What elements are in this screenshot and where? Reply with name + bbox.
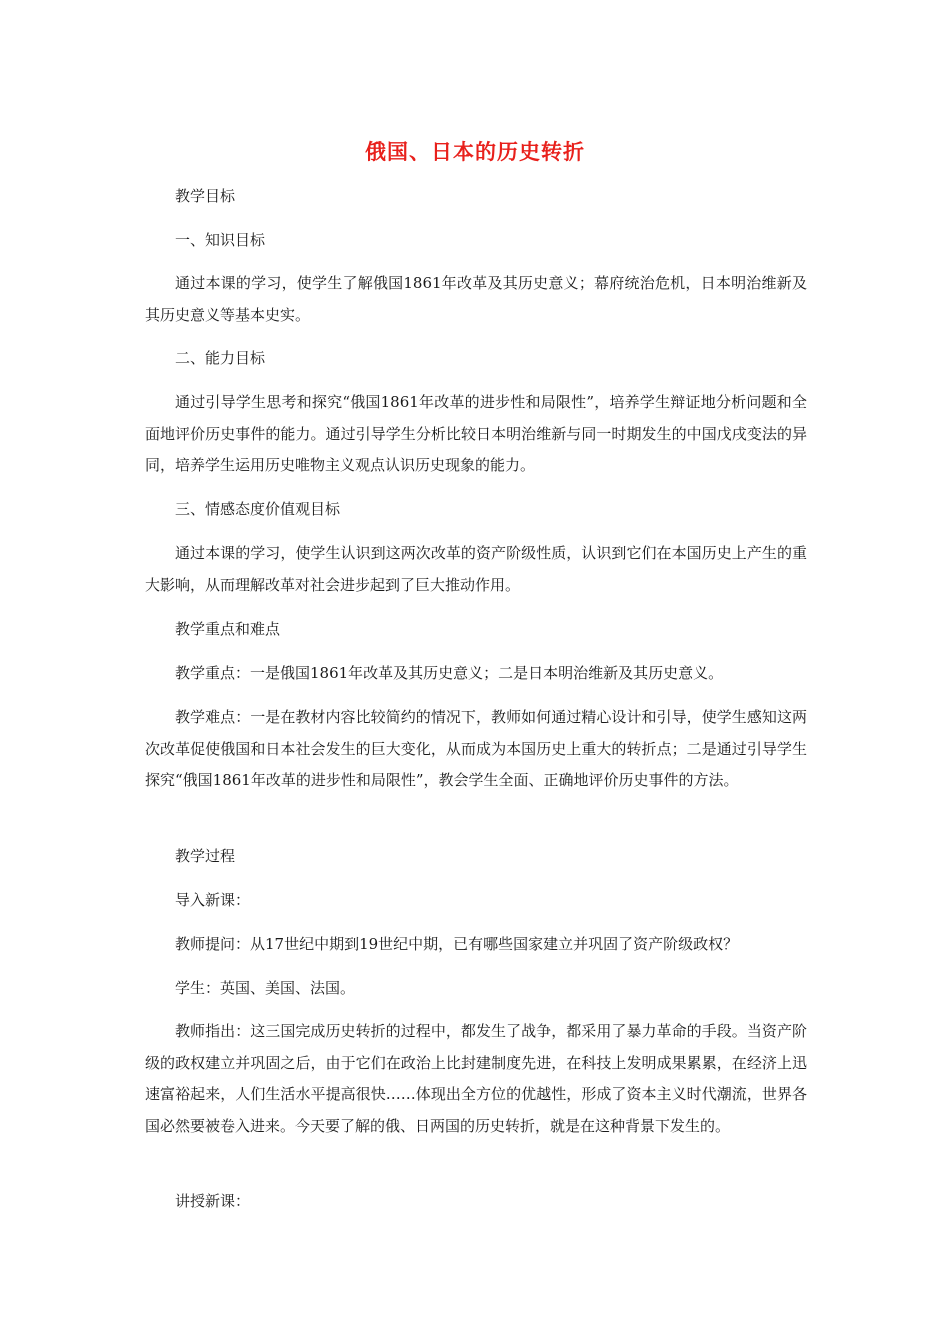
- heading-teach-new-lesson: 讲授新课：: [175, 1192, 251, 1210]
- paragraph-difficult-points: 教学难点：一是在教材内容比较简约的情况下，教师如何通过精心设计和引导，使学生感知这两次改革促使俄国和日本社会发生的巨大变化，从而成为本国历史上重大的转折点；二是通过引导学生探究“俄国1861年改革的进步性和局限性”，教会学生全面、正确地评价历史事件的方法。: [145, 708, 807, 789]
- paragraph-ability-goals: 通过引导学生思考和探究“俄国1861年改革的进步性和局限性”，培养学生辩证地分析问题和全面地评价历史事件的能力。通过引导学生分析比较日本明治维新与同一时期发生的中国戊戌变法的异同，培养学生运用历史唯物主义观点认识历史现象的能力。: [145, 393, 807, 474]
- paragraph-teacher-question: 教师提问：从17世纪中期到19世纪中期，已有哪些国家建立并巩固了资产阶级政权？: [175, 935, 739, 953]
- document-title: 俄国、日本的历史转折: [365, 140, 585, 164]
- paragraph-knowledge-goals: 通过本课的学习，使学生了解俄国1861年改革及其历史意义；幕府统治危机，日本明治维新及其历史意义等基本史实。: [145, 274, 807, 324]
- heading-emotion-goals: 三、情感态度价值观目标: [175, 500, 341, 518]
- paragraph-teacher-points-out: 教师指出：这三国完成历史转折的过程中，都发生了战争，都采用了暴力革命的手段。当资产阶级的政权建立并巩固之后，由于它们在政治上比封建制度先进，在科技上发明成果累累，在经济上迅速富裕起来，人们生活水平提高很快……体现出全方位的优越性，形成了资本主义时代潮流，世界各国必然要被卷入进来。今天要了解的俄、日两国的历史转折，就是在这种背景下发生的。: [145, 1022, 807, 1135]
- paragraph-emotion-goals: 通过本课的学习，使学生认识到这两次改革的资产阶级性质，认识到它们在本国历史上产生的重大影响，从而理解改革对社会进步起到了巨大推动作用。: [145, 544, 807, 594]
- heading-teaching-goals: 教学目标: [175, 187, 236, 205]
- heading-knowledge-goals: 一、知识目标: [175, 231, 266, 249]
- paragraph-key-points: 教学重点：一是俄国1861年改革及其历史意义；二是日本明治维新及其历史意义。: [175, 664, 724, 682]
- heading-key-difficult-points: 教学重点和难点: [175, 620, 281, 638]
- heading-ability-goals: 二、能力目标: [175, 349, 266, 367]
- paragraph-student-answer: 学生：英国、美国、法国。: [175, 979, 356, 997]
- heading-teaching-process: 教学过程: [175, 847, 236, 865]
- heading-new-lesson-intro: 导入新课：: [175, 891, 251, 909]
